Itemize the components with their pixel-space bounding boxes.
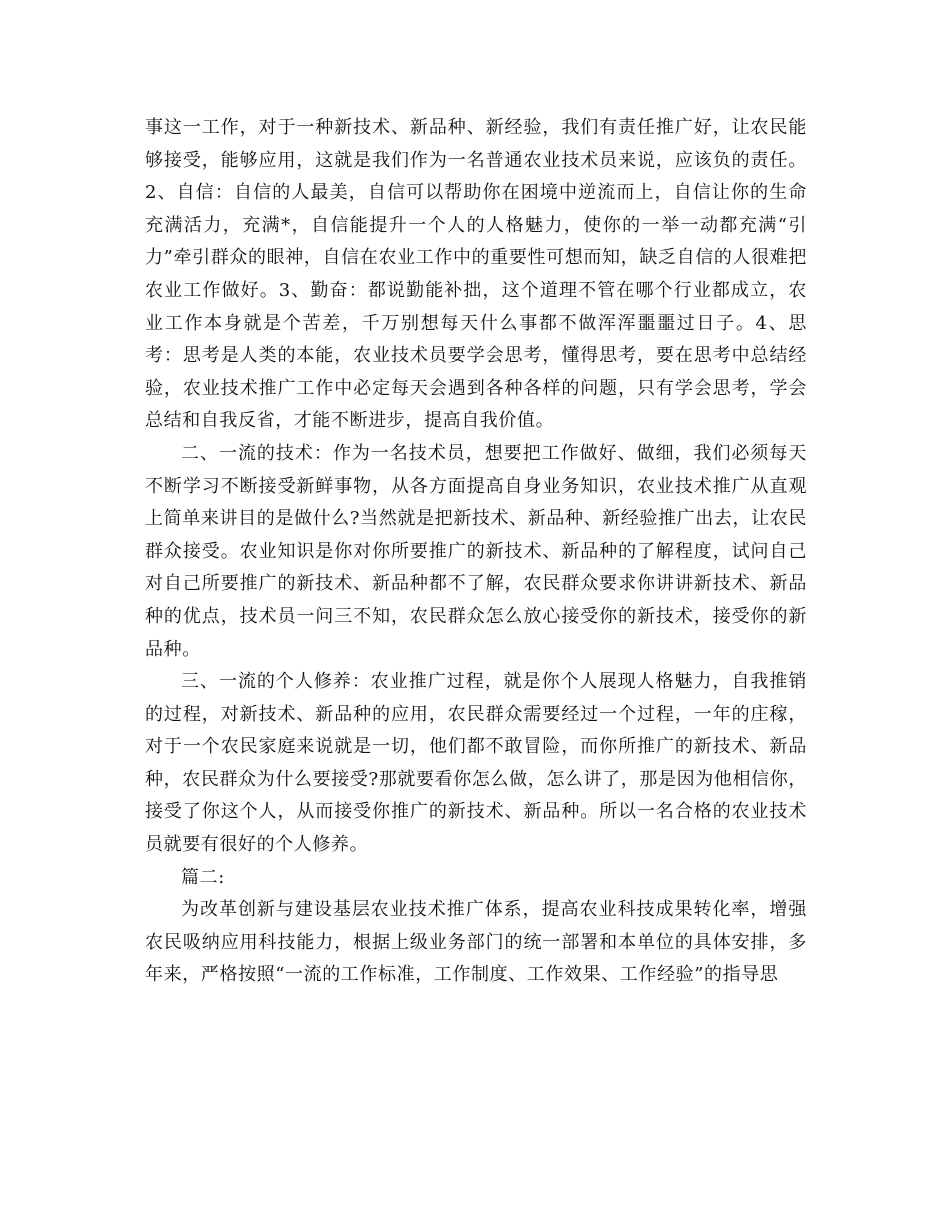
document-body	[145, 112, 807, 992]
paragraph-continuation: 事这一工作，对于一种新技术、新品种、新经验，我们有责任推广好，让农民能够接受，能够应用，这就是我们作为一名普通农业技术员来说，应该负的责任。2、自信：自信的人最美，自信可以帮助你在困境中逆流而上，自信让你的生命充满活力，充满*，自信能提升一个人的人格魅力，使你的一举一动都充满“引力”牵引群众的眼神，自信在农业工作中的重要性可想而知，缺乏自信的人很难把农业工作做好。3、勤奋：都说勤能补拙，这个道理不管在哪个行业都成立，农业工作本身就是个苦差，千万别想每天什么事都不做浑浑噩噩过日子。4、思考：思考是人类的本能，农业技术员要学会思考，懂得思考，要在思考中总结经验，农业技术推广工作中必定每天会遇到各种各样的问题，只有学会思考，学会总结和自我反省，才能不断进步，提高自我价值。	[145, 117, 807, 432]
paragraph-section-two: 二、一流的技术：作为一名技术员，想要把工作做好、做细，我们必须每天不断学习不断接受新鲜事物，从各方面提高自身业务知识，农业技术推广从直观上简单来讲目的是做什么?当然就是把新技术、新品种、新经验推广出去，让农民群众接受。农业知识是你对你所要推广的新技术、新品种的了解程度，试问自己对自己所要推广的新技术、新品种都不了解，农民群众要求你讲讲新技术、新品种的优点，技术员一问三不知，农民群众怎么放心接受你的新技术，接受你的新品种。	[145, 442, 807, 660]
paragraph-section-three: 三、一流的个人修养：农业推广过程，就是你个人展现人格魅力，自我推销的过程，对新技术、新品种的应用，农民群众需要经过一个过程，一年的庄稼，对于一个农民家庭来说就是一切，他们都不敢冒险，而你所推广的新技术、新品种，农民群众为什么要接受?那就要看你怎么做，怎么讲了，那是因为他相信你，接受了你这个人，从而接受你推广的新技术、新品种。所以一名合格的农业技术员就要有很好的个人修养。	[145, 671, 807, 856]
paragraph-part-two-heading: 篇二:	[181, 866, 225, 888]
paragraph-part-two-intro: 为改革创新与建设基层农业技术推广体系，提高农业科技成果转化率，增强农民吸纳应用科技能力，根据上级业务部门的统一部署和本单位的具体安排，多年来，严格按照“一流的工作标准，工作制度、工作效果、工作经验”的指导思	[145, 899, 807, 986]
